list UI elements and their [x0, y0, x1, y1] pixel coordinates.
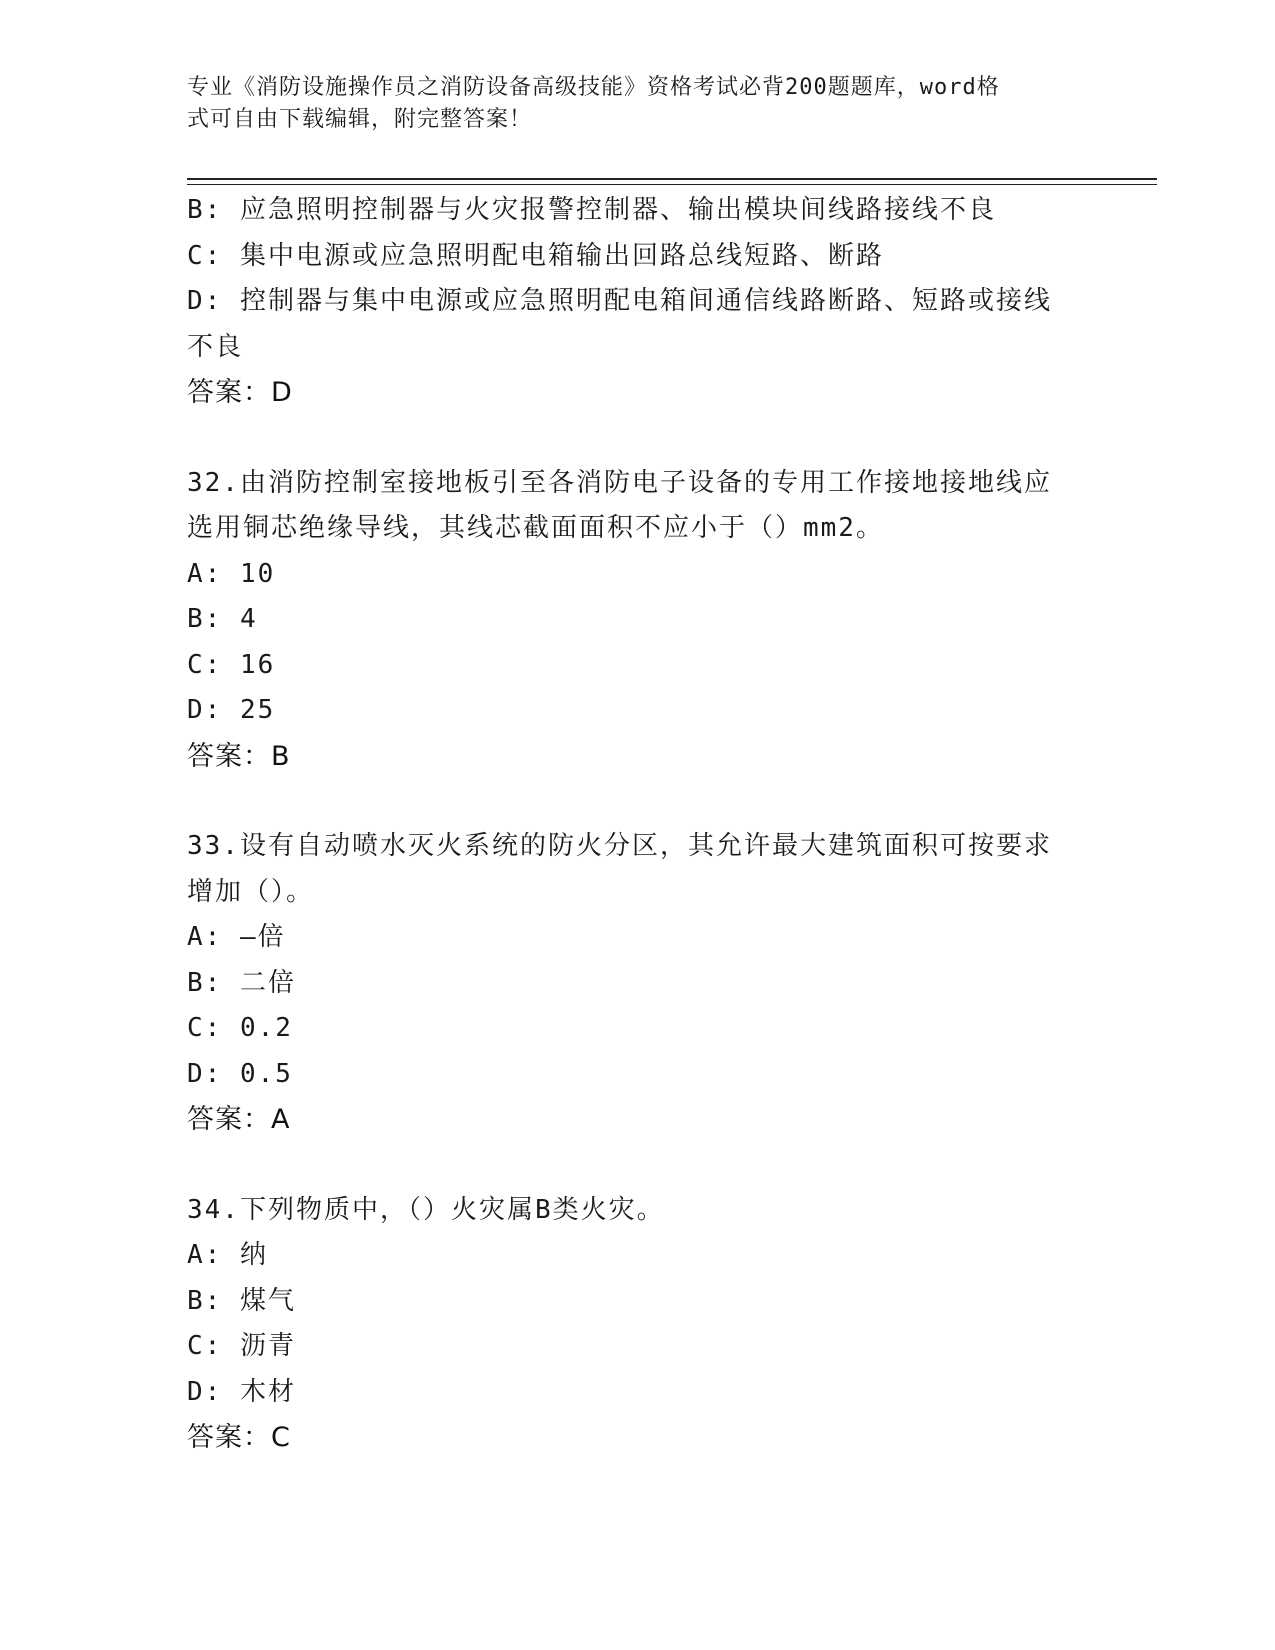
spacer [187, 1143, 1087, 1188]
option-d: D: 木材 [187, 1376, 296, 1407]
option-b: B: 二倍 [187, 967, 296, 998]
question-stem-line-1: 32.由消防控制室接地板引至各消防电子设备的专用工作接地接地线应 [187, 467, 1052, 498]
option-d-line-1: D: 控制器与集中电源或应急照明配电箱间通信线路断路、短路或接线 [187, 286, 1052, 316]
option-d: D: 0.5 [187, 1058, 293, 1089]
option-b: B: 应急照明控制器与火灾报警控制器、输出模块间线路接线不良 [187, 195, 996, 225]
document-header [187, 72, 1067, 136]
question-33 [187, 824, 1087, 1143]
question-31 [187, 188, 1087, 416]
spacer [187, 416, 1087, 461]
header-line-2: 式可自由下载编辑，附完整答案！ [187, 107, 533, 132]
answer: 答案：B [187, 740, 291, 772]
question-list [187, 188, 1087, 1461]
option-a: A: 10 [187, 558, 276, 589]
question-stem-line-1: 34.下列物质中，（）火灾属B类火灾。 [187, 1194, 665, 1225]
option-c: C: 0.2 [187, 1013, 293, 1043]
option-a: A: 纳 [187, 1240, 268, 1270]
option-a: A: —倍 [187, 922, 286, 952]
question-stem-line-1: 33.设有自动喷水灭火系统的防火分区，其允许最大建筑面积可按要求 [187, 831, 1052, 861]
option-c: C: 集中电源或应急照明配电箱输出回路总线短路、断路 [187, 240, 884, 271]
option-d-line-2: 不良 [187, 331, 244, 362]
answer: 答案：D [187, 377, 293, 408]
question-34 [187, 1188, 1087, 1461]
question-32 [187, 461, 1087, 780]
option-d: D: 25 [187, 695, 276, 725]
spacer [187, 779, 1087, 824]
header-line-1: 专业《消防设施操作员之消防设备高级技能》资格考试必背200题题库，word格 [187, 75, 1000, 100]
option-c: C: 16 [187, 649, 276, 680]
question-stem-line-2: 选用铜芯绝缘导线，其线芯截面面积不应小于（）mm2。 [187, 513, 884, 543]
option-b: B: 煤气 [187, 1285, 296, 1316]
header-divider-thick [187, 178, 1157, 180]
header-divider-thin [187, 184, 1157, 185]
answer: 答案：C [187, 1422, 291, 1453]
option-b: B: 4 [187, 604, 258, 634]
answer: 答案：A [187, 1104, 291, 1135]
question-stem-line-2: 增加（）。 [187, 876, 315, 907]
option-c: C: 沥青 [187, 1331, 296, 1361]
